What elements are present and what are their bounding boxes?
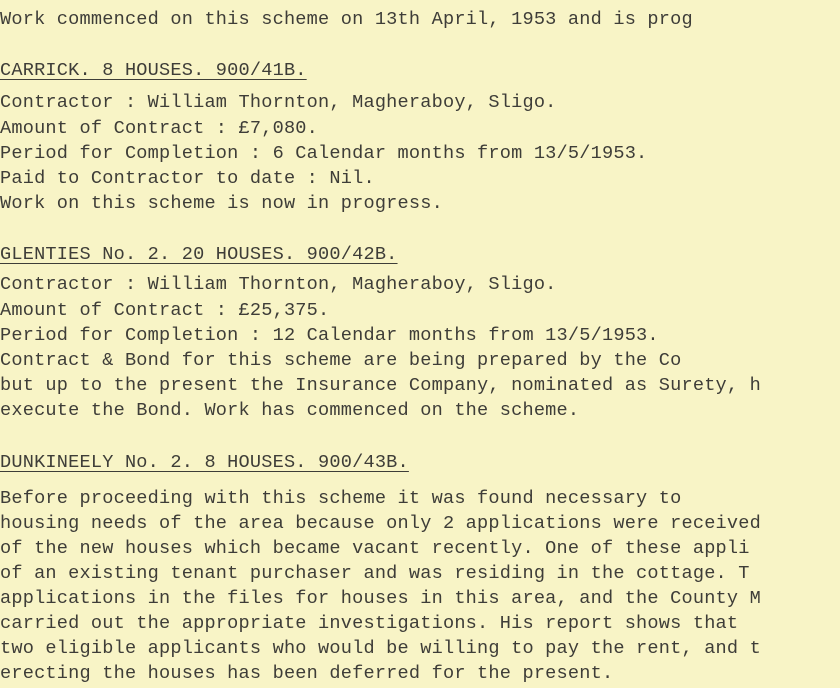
dunkineely-paragraph-line-4: of an existing tenant purchaser and was residing in the cottage. T [0, 563, 750, 584]
carrick-contractor: Contractor : William Thornton, Magheraboy, Sligo. [0, 92, 557, 113]
carrick-paid: Paid to Contractor to date : Nil. [0, 168, 375, 189]
dunkineely-paragraph-line-2: housing needs of the area because only 2 applications were received [0, 513, 761, 534]
section-heading-dunkineely: DUNKINEELY No. 2. 8 HOUSES. 900/43B. [0, 452, 409, 473]
dunkineely-paragraph-line-3: of the new houses which became vacant recently. One of these appli [0, 538, 750, 559]
dunkineely-paragraph-line-8: erecting the houses has been deferred for the present. [0, 663, 614, 684]
carrick-progress: Work on this scheme is now in progress. [0, 193, 443, 214]
carrick-period: Period for Completion : 6 Calendar months from 13/5/1953. [0, 143, 648, 164]
dunkineely-paragraph-line-6: carried out the appropriate investigations. His report shows that [0, 613, 739, 634]
glenties-paragraph-line-3: execute the Bond. Work has commenced on the scheme. [0, 400, 580, 421]
glenties-paragraph-line-2: but up to the present the Insurance Company, nominated as Surety, h [0, 375, 761, 396]
glenties-period: Period for Completion : 12 Calendar months from 13/5/1953. [0, 325, 659, 346]
glenties-amount: Amount of Contract : £25,375. [0, 300, 330, 321]
dunkineely-paragraph-line-1: Before proceeding with this scheme it was found necessary to [0, 488, 682, 509]
dunkineely-paragraph-line-5: applications in the files for houses in this area, and the County M [0, 588, 761, 609]
glenties-contractor: Contractor : William Thornton, Magheraboy, Sligo. [0, 274, 557, 295]
glenties-paragraph-line-1: Contract & Bond for this scheme are being prepared by the Co [0, 350, 682, 371]
intro-line: Work commenced on this scheme on 13th April, 1953 and is prog [0, 9, 693, 30]
section-heading-glenties: GLENTIES No. 2. 20 HOUSES. 900/42B. [0, 244, 398, 265]
dunkineely-paragraph-line-7: two eligible applicants who would be willing to pay the rent, and t [0, 638, 761, 659]
carrick-amount: Amount of Contract : £7,080. [0, 118, 319, 139]
section-heading-carrick: CARRICK. 8 HOUSES. 900/41B. [0, 60, 307, 81]
